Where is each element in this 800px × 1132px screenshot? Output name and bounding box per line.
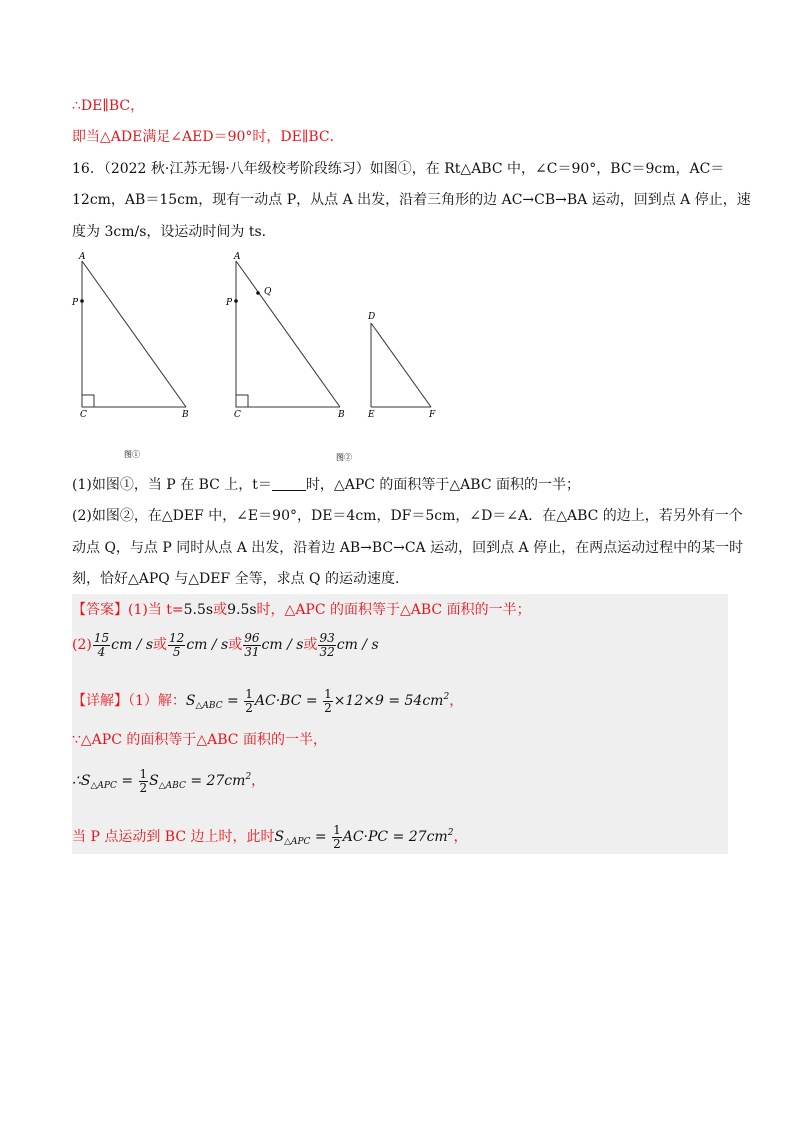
answer-1-or: 或	[213, 602, 228, 618]
fig2-label-e: E	[368, 410, 375, 420]
explanation-tag: 【详解】	[72, 693, 128, 709]
figures	[60, 245, 460, 470]
conclusion-line-1: ∴DE∥BC，	[72, 98, 145, 114]
fig1-right-angle-mark	[82, 395, 94, 407]
q1-prefix: (1)如图①，当 P 在 BC 上，t＝	[72, 477, 272, 493]
question-2-line-1: (2)如图②，在△DEF 中，∠E＝90°，DE＝4cm，DF＝5cm，∠D＝∠A．在△ABC 的边上，若另外有一个	[72, 508, 743, 524]
problem-text-1: （2022 秋·江苏无锡·八年级校考阶段练习）如图①，在 Rt△ABC 中，∠C＝90°，BC＝9cm，AC＝	[103, 161, 725, 177]
fig2-side-ab	[236, 261, 340, 407]
problem-line-1	[72, 159, 724, 179]
fig1-label-a: A	[79, 252, 86, 262]
speed-fraction: $\frac{12}{5}$	[169, 630, 185, 659]
fig1-label-p: P	[72, 298, 79, 308]
fig2-label-d: D	[368, 312, 376, 322]
area-apc-formula: $\therefore S_{\triangle APC}$ = $\frac{1}{2}$ $S_{\triangle ABC} = 27cm^2$	[72, 766, 252, 795]
answer-blank	[272, 476, 306, 491]
fig2-label-q: Q	[264, 287, 272, 297]
speed-fraction: $\frac{15}{4}$	[93, 630, 110, 659]
answer-1-suffix: 时，△APC 的面积等于△ABC 面积的一半；	[256, 602, 531, 618]
question-2-line-2: 动点 Q，与点 P 同时从点 A 出发，沿着边 AB→BC→CA 运动，回到点 A 停止，在两点运动过程中的某一时	[72, 540, 744, 556]
question-1	[72, 475, 580, 495]
fig2-label-a: A	[234, 252, 241, 262]
fig2-point-q	[256, 291, 260, 295]
step-1-label: （1）解：	[128, 693, 186, 709]
problem-line-2: 12cm，AB＝15cm，现有一动点 P，从点 A 出发，沿着三角形的边 AC→CB→BA 运动，回到点 A 停止，速	[72, 192, 751, 208]
answer-2-speeds: $\frac{15}{4}$ cm / s或 $\frac{12}{5}$ cm / s或 $\frac{96}{31}$ cm / s或 $\frac{93}{32}$ cm / s	[93, 630, 379, 659]
explanation-line-3: $\therefore S_{\triangle APC}$ = $\frac{1}{2}$ $S_{\triangle ABC} = 27cm^2$，	[72, 766, 266, 795]
fig2-right-angle-mark	[236, 395, 248, 407]
problem-line-3: 度为 3cm/s，设运动时间为 ts．	[72, 224, 276, 240]
area-apc-ac-pc-formula: $S_{\triangle APC}$ = $\frac{1}{2}$ $AC\cdot PC = 27cm^2$	[274, 822, 454, 851]
answer-1-value-2: 9.5s	[227, 602, 257, 618]
figure-1	[82, 261, 186, 407]
explanation-line-1: 【详解】（1）解：$S_{\triangle ABC}$ = $\frac{1}{2}$ AC·BC = $\frac{1}{2}$ $\times 12\times 9 = 54cm^2$，	[72, 686, 464, 715]
speed-fraction: $\frac{93}{32}$	[319, 630, 335, 659]
fig2-label-b: B	[338, 410, 345, 420]
explanation-line-2: ∵△APC 的面积等于△ABC 面积的一半，	[72, 732, 327, 748]
q1-suffix: 时，△APC 的面积等于△ABC 面积的一半；	[305, 477, 580, 493]
answer-line-1	[72, 600, 531, 620]
conclusion-line-2: 即当△ADE满足∠AED＝90°时，DE∥BC．	[72, 129, 344, 145]
fig2-label-p: P	[226, 298, 233, 308]
fig2-point-p	[234, 299, 238, 303]
question-2-line-3: 刻，恰好△APQ 与△DEF 全等，求点 Q 的运动速度．	[72, 571, 409, 587]
answer-tag: 【答案】	[72, 602, 128, 618]
answer-1-prefix: (1)当 t=	[128, 602, 184, 618]
fig1-caption: 图①	[124, 450, 140, 459]
when-text: 当 P 点运动到 BC 边上时，此时	[72, 829, 275, 845]
fig2-label-c: C	[234, 410, 241, 420]
speed-fraction: $\frac{96}{31}$	[244, 630, 260, 659]
fig2-side-df	[371, 323, 431, 407]
explanation-line-4: 当 P 点运动到 BC 边上时，此时$S_{\triangle APC}$ = $\frac{1}{2}$ $AC\cdot PC = 27cm^2$，	[72, 822, 468, 851]
problem-number: 16．	[72, 161, 104, 177]
fig2-caption: 图②	[336, 453, 352, 462]
fig1-point-p	[80, 299, 84, 303]
fig1-label-c: C	[80, 410, 87, 420]
fig1-label-b: B	[182, 410, 189, 420]
figure-2	[236, 261, 431, 407]
area-abc-formula: $S_{\triangle ABC}$ = $\frac{1}{2}$ AC·BC = $\frac{1}{2}$ $\times 12\times 9 = 54cm^2$	[185, 686, 450, 715]
fig2-label-f: F	[429, 410, 436, 420]
answer-line-2	[72, 630, 379, 660]
answer-2-prefix: (2)	[72, 637, 92, 653]
answer-1-value-1: 5.5s	[183, 602, 214, 618]
fig1-side-ab	[82, 261, 186, 407]
